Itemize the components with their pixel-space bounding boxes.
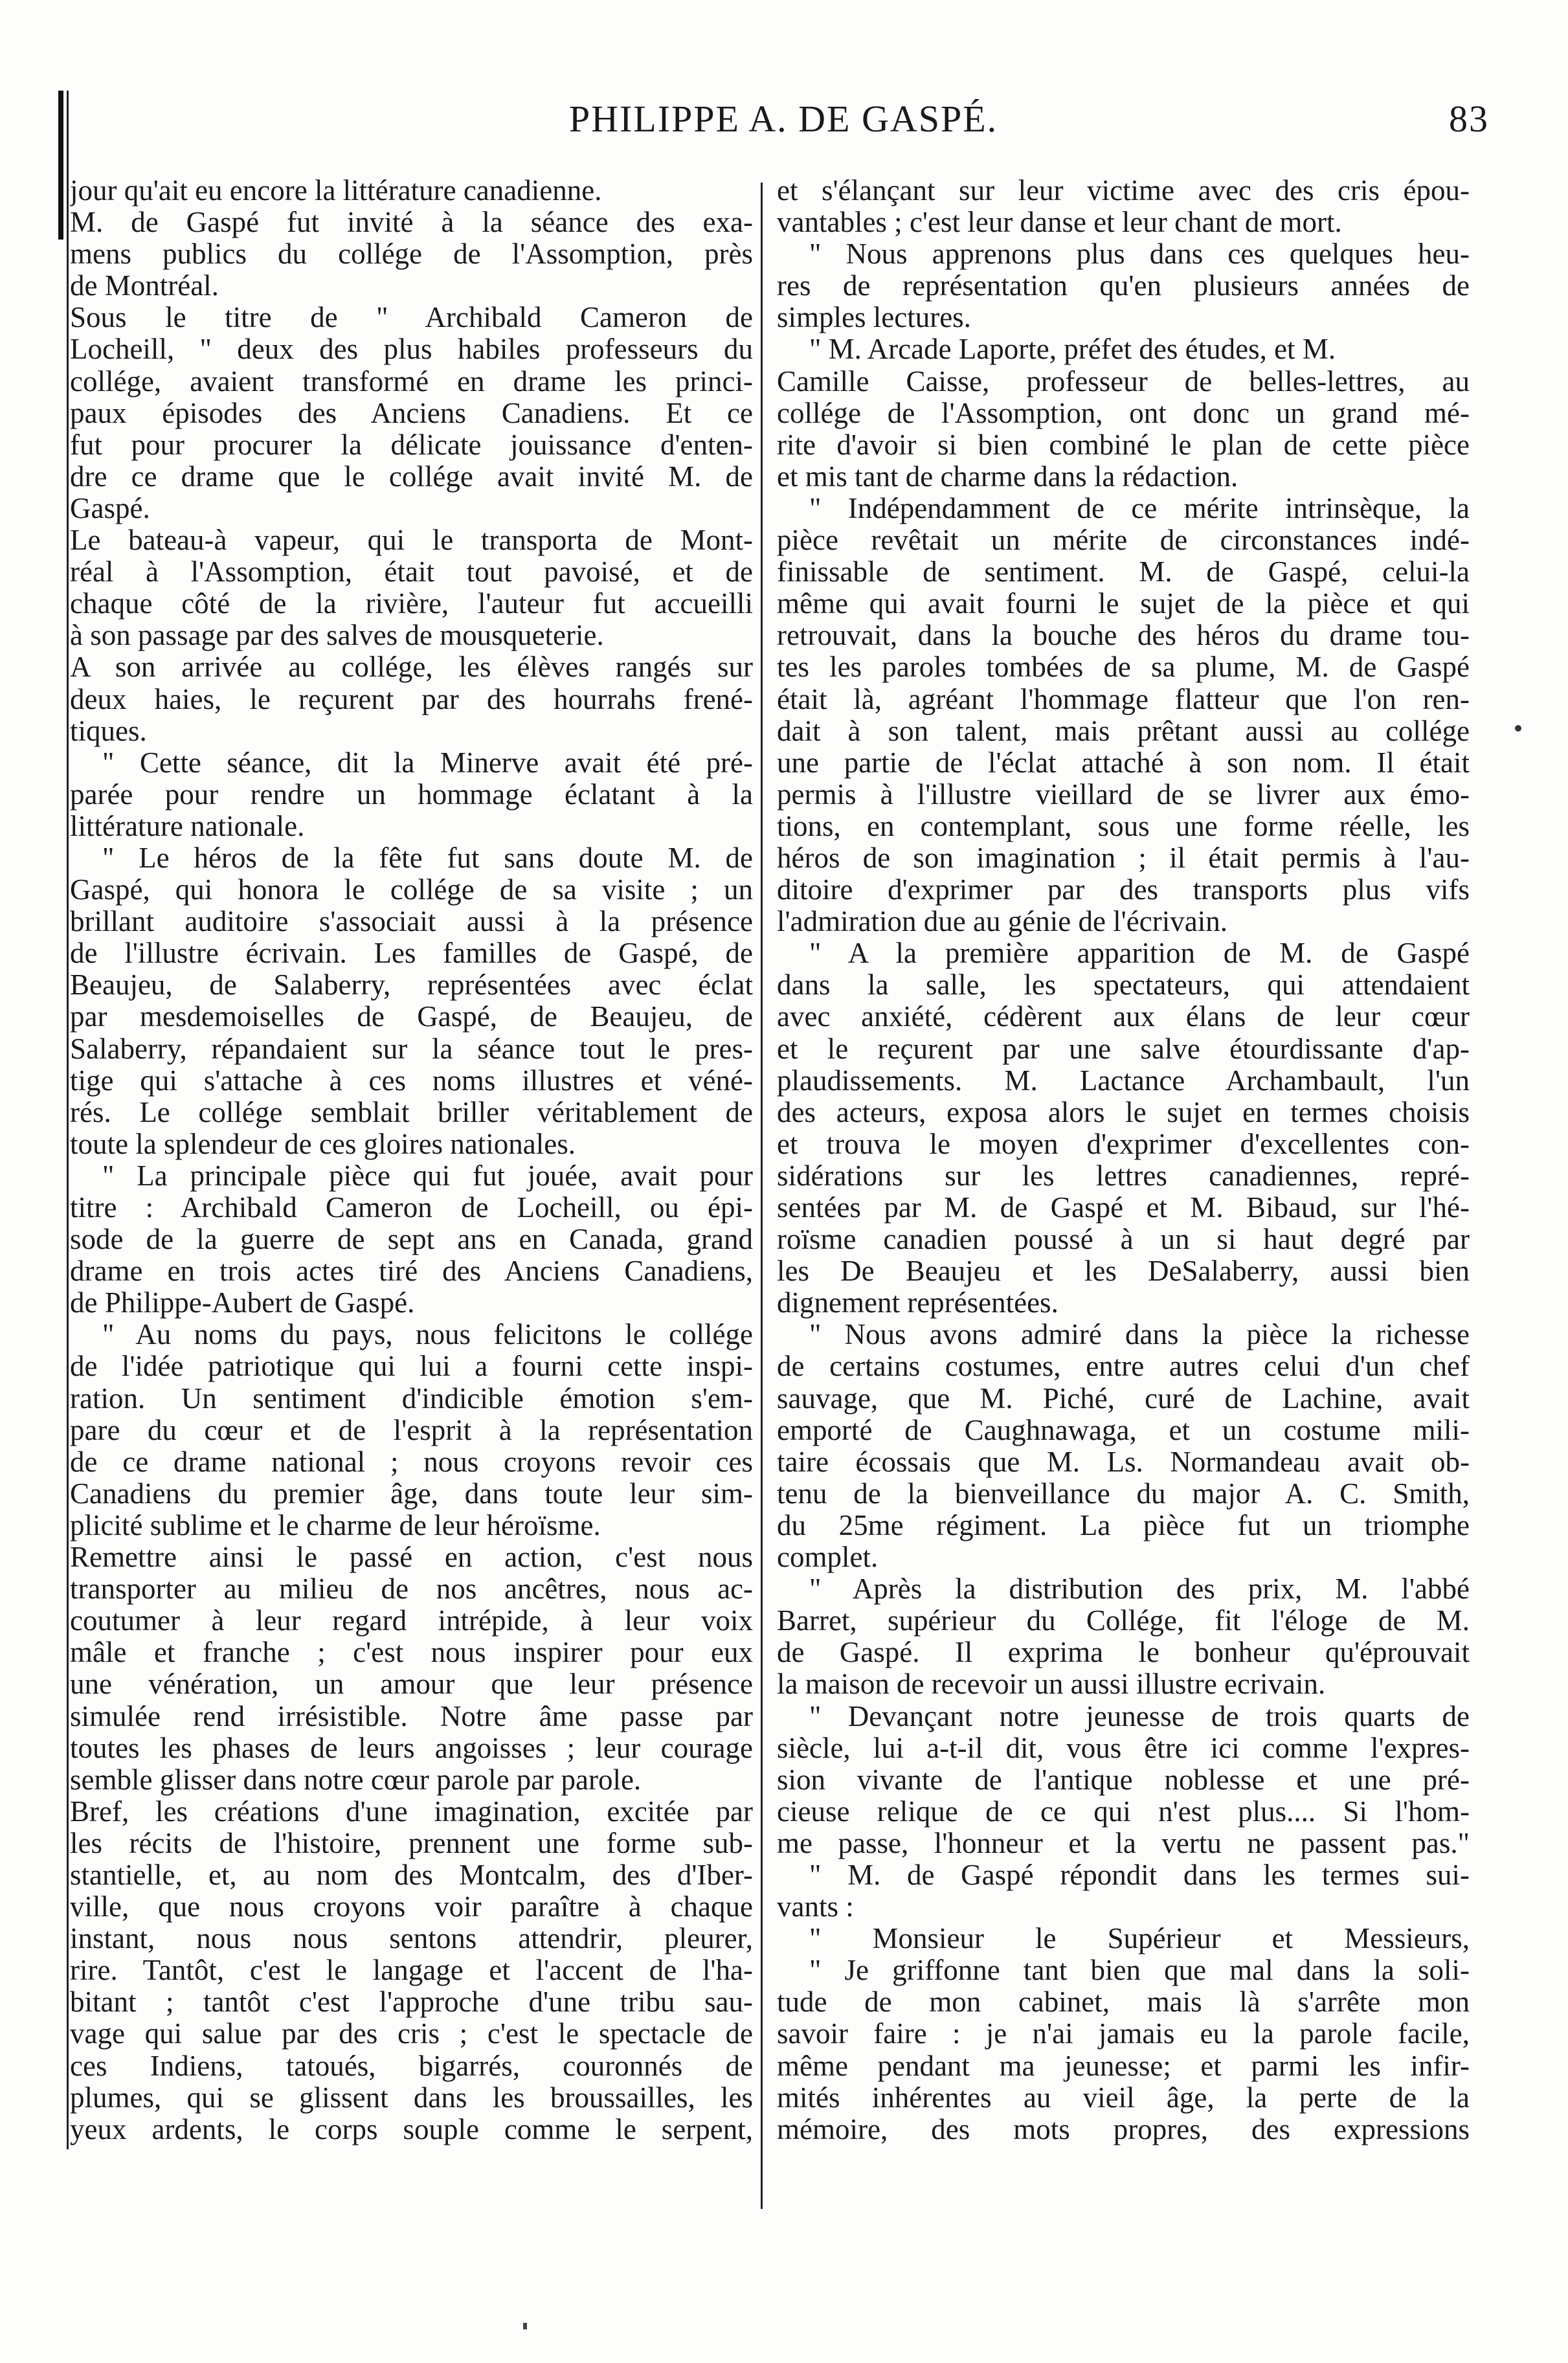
text-line: complet.	[777, 1541, 879, 1574]
text-line: coutumer à leur regard intrépide, à leur voix	[70, 1605, 753, 1637]
text-line: " Monsieur le Supérieur et Messieurs,	[809, 1923, 1470, 1955]
text-line: de l'idée patriotique qui lui a fourni cette inspi-	[70, 1350, 753, 1383]
text-line: rés. Le collége semblait briller véritablement de	[70, 1096, 753, 1128]
text-line: A son arrivée au collége, les élèves rangés sur	[70, 651, 753, 684]
text-line: permis à l'illustre vieillard de se livrer aux émo-	[777, 778, 1470, 811]
text-line: ces Indiens, tatoués, bigarrés, couronnés de	[70, 2050, 753, 2082]
text-line: rire. Tantôt, c'est le langage et l'accent de l'ha-	[70, 1954, 753, 1987]
text-line: " Je griffonne tant bien que mal dans la soli-	[809, 1954, 1470, 1987]
right-column	[777, 175, 1470, 2145]
text-line: était là, agréant l'hommage flatteur que l'on ren-	[777, 683, 1470, 715]
text-line: une vénération, un amour que leur présence	[70, 1668, 753, 1701]
text-line: " Le héros de la fête fut sans doute M. de	[102, 842, 753, 874]
text-line: tions, en contemplant, sous une forme réelle, les	[777, 810, 1470, 842]
text-line: " Nous avons admiré dans la pièce la richesse	[809, 1319, 1470, 1351]
text-line: titre : Archibald Cameron de Locheill, ou épi-	[70, 1192, 753, 1224]
text-line: Remettre ainsi le passé en action, c'est nous	[70, 1541, 753, 1574]
text-line: ditoire d'exprimer par des transports plus vifs	[777, 874, 1470, 906]
text-line: chaque côté de la rivière, l'auteur fut accueilli	[70, 588, 753, 620]
text-line: Canadiens du premier âge, dans toute leur sim-	[70, 1477, 753, 1510]
text-line: parée pour rendre un hommage éclatant à la	[70, 778, 753, 811]
text-line: Salaberry, répandaient sur la séance tout le pres-	[70, 1033, 753, 1065]
page-number: 83	[1449, 98, 1489, 140]
text-line: la maison de recevoir un aussi illustre ecrivain.	[777, 1668, 1326, 1701]
text-line: emporté de Caughnawaga, et un costume mili-	[777, 1414, 1470, 1446]
text-line: tiques.	[70, 715, 147, 747]
text-line: avec anxiété, cédèrent aux élans de leur cœur	[777, 1001, 1470, 1033]
text-line: paux épisodes des Anciens Canadiens. Et ce	[70, 397, 753, 429]
text-line: simulée rend irrésistible. Notre âme passe par	[70, 1700, 753, 1732]
text-line: les De Beaujeu et les DeSalaberry, aussi bien	[777, 1255, 1470, 1288]
text-line: bitant ; tantôt c'est l'approche d'une tribu sau-	[70, 1986, 753, 2019]
text-line: cieuse relique de ce qui n'est plus.... Si l'hom-	[777, 1795, 1470, 1828]
text-line: " La principale pièce qui fut jouée, avait pour	[102, 1159, 753, 1192]
text-line: mens publics du collége de l'Assomption, près	[70, 238, 753, 271]
text-line: tige qui s'attache à ces noms illustres et véné-	[70, 1064, 753, 1097]
text-line: " M. de Gaspé répondit dans les termes sui-	[809, 1859, 1470, 1891]
text-line: taire écossais que M. Ls. Normandeau avait ob-	[777, 1446, 1470, 1478]
text-line: finissable de sentiment. M. de Gaspé, celui-la	[777, 556, 1470, 588]
text-line: M. de Gaspé fut invité à la séance des exa-	[70, 207, 753, 239]
text-line: sode de la guerre de sept ans en Canada, grand	[70, 1224, 753, 1256]
text-line: rite d'avoir si bien combiné le plan de cette pièce	[777, 429, 1470, 461]
text-line: sion vivante de l'antique noblesse et une pré-	[777, 1764, 1470, 1796]
text-line: semble glisser dans notre cœur parole par parole.	[70, 1764, 642, 1796]
text-line: " Devançant notre jeunesse de trois quarts de	[809, 1700, 1470, 1732]
text-line: ration. Un sentiment d'indicible émotion s'em-	[70, 1382, 753, 1415]
text-line: " Cette séance, dit la Minerve avait été pré-	[102, 746, 753, 779]
text-line: deux haies, le reçurent par des hourrahs frené-	[70, 683, 753, 715]
text-line: Beaujeu, de Salaberry, représentées avec éclat	[70, 969, 753, 1002]
text-line: " Au noms du pays, nous felicitons le collége	[102, 1319, 753, 1351]
margin-speck	[1515, 725, 1521, 732]
text-line: plumes, qui se glissent dans les broussailles, les	[70, 2081, 753, 2114]
text-line: " Nous apprenons plus dans ces quelques heu-	[809, 238, 1470, 271]
text-line: siècle, lui a-t-il dit, vous être ici comme l'expres-	[777, 1732, 1470, 1764]
text-line: mâle et franche ; c'est nous inspirer pour eux	[70, 1637, 753, 1669]
text-line: même pendant ma jeunesse; et parmi les infir-	[777, 2050, 1470, 2082]
text-line: plicité sublime et le charme de leur héroïsme.	[70, 1509, 601, 1541]
text-line: Barret, supérieur du Collége, fit l'éloge de M.	[777, 1605, 1470, 1637]
text-line: l'admiration due au génie de l'écrivain.	[777, 906, 1227, 938]
text-line: Gaspé.	[70, 492, 150, 524]
text-line: sidérations sur les lettres canadiennes, repré-	[777, 1159, 1470, 1192]
text-line: " M. Arcade Laporte, préfet des études, et M.	[809, 333, 1336, 366]
text-line: même qui avait fourni le sujet de la pièce et qui	[777, 588, 1470, 620]
text-line: toutes les phases de leurs angoisses ; leur courage	[70, 1732, 753, 1764]
text-line: transporter au milieu de nos ancêtres, nous ac-	[70, 1573, 753, 1606]
text-line: simples lectures.	[777, 302, 971, 334]
text-line: de ce drame national ; nous croyons revoir ces	[70, 1446, 753, 1478]
text-line: " Indépendamment de ce mérite intrinsèque, la	[809, 492, 1470, 524]
text-line: tude de mon cabinet, mais là s'arrête mon	[777, 1986, 1470, 2019]
text-line: me passe, l'honneur et la vertu ne passent pas."	[777, 1827, 1470, 1859]
text-line: du 25me régiment. La pièce fut un triomphe	[777, 1509, 1470, 1541]
text-line: ville, que nous croyons voir paraître à chaque	[70, 1891, 753, 1923]
text-line: yeux ardents, le corps souple comme le serpent,	[70, 2113, 753, 2145]
text-line: pare du cœur et de l'esprit à la représentation	[70, 1414, 753, 1446]
text-line: de l'illustre écrivain. Les familles de Gaspé, de	[70, 937, 753, 970]
left-margin-rule	[67, 91, 69, 2149]
text-line: fut pour procurer la délicate jouissance d'enten-	[70, 429, 753, 461]
text-line: par mesdemoiselles de Gaspé, de Beaujeu, de	[70, 1001, 753, 1033]
text-line: tes les paroles tombées de sa plume, M. de Gaspé	[777, 651, 1470, 684]
text-line: Bref, les créations d'une imagination, excitée par	[70, 1795, 753, 1828]
text-line: vants :	[777, 1891, 854, 1923]
text-line: " A la première apparition de M. de Gaspé	[809, 937, 1470, 970]
text-line: sentées par M. de Gaspé et M. Bibaud, sur l'hé-	[777, 1192, 1470, 1224]
left-column	[70, 175, 753, 2145]
text-line: dre ce drame que le collége avait invité M. de	[70, 460, 753, 493]
text-line: et s'élançant sur leur victime avec des cris épou-	[777, 175, 1470, 207]
text-line: roïsme canadien poussé à un si haut degré par	[777, 1224, 1470, 1256]
text-line: instant, nous nous sentons attendrir, pleurer,	[70, 1923, 753, 1955]
text-line: dans la salle, les spectateurs, qui attendaient	[777, 969, 1470, 1002]
binding-mark	[58, 91, 63, 240]
text-line: et mis tant de charme dans la rédaction.	[777, 460, 1238, 493]
column-divider	[761, 183, 763, 2209]
text-line: stantielle, et, au nom des Montcalm, des d'Iber-	[70, 1859, 753, 1891]
page-header	[78, 97, 1489, 155]
text-line: plaudissements. M. Lactance Archambault, l'un	[777, 1064, 1470, 1097]
running-title: PHILIPPE A. DE GASPÉ.	[568, 98, 998, 140]
footer-speck	[523, 2323, 527, 2329]
text-line: Locheill, " deux des plus habiles professeurs du	[70, 333, 753, 366]
text-line: collége, avaient transformé en drame les princi-	[70, 365, 753, 398]
text-line: et trouva le moyen d'exprimer d'excellentes con-	[777, 1128, 1470, 1160]
text-line: brillant auditoire s'associait aussi à la présence	[70, 906, 753, 938]
text-line: collége de l'Assomption, ont donc un grand mé-	[777, 397, 1470, 429]
text-line: une partie de l'éclat attaché à son nom. Il était	[777, 746, 1470, 779]
text-line: de Montréal.	[70, 270, 219, 302]
text-line: toute la splendeur de ces gloires nationales.	[70, 1128, 576, 1160]
text-line: littérature nationale.	[70, 810, 305, 842]
text-line: res de représentation qu'en plusieurs années de	[777, 270, 1470, 302]
text-line: drame en trois actes tiré des Anciens Canadiens,	[70, 1255, 753, 1288]
text-line: à son passage par des salves de mousqueterie.	[70, 620, 604, 652]
text-line: mémoire, des mots propres, des expressions	[777, 2113, 1470, 2145]
text-line: tenu de la bienveillance du major A. C. Smith,	[777, 1477, 1470, 1510]
text-line: héros de son imagination ; il était permis à l'au-	[777, 842, 1470, 874]
text-line: Gaspé, qui honora le collége de sa visite ; un	[70, 874, 753, 906]
text-line: sauvage, que M. Piché, curé de Lachine, avait	[777, 1382, 1470, 1415]
text-line: Camille Caisse, professeur de belles-lettres, au	[777, 365, 1470, 398]
text-line: les récits de l'histoire, prennent une forme sub-	[70, 1827, 753, 1859]
text-line: des acteurs, exposa alors le sujet en termes choisis	[777, 1096, 1470, 1128]
text-line: et le reçurent par une salve étourdissante d'ap-	[777, 1033, 1470, 1065]
text-line: dait à son talent, mais prêtant aussi au collége	[777, 715, 1470, 747]
text-line: vage qui salue par des cris ; c'est le spectacle de	[70, 2018, 753, 2050]
text-line: de Philippe-Aubert de Gaspé.	[70, 1287, 415, 1319]
text-line: réal à l'Assomption, était tout pavoisé, et de	[70, 556, 753, 588]
text-line: jour qu'ait eu encore la littérature canadienne.	[70, 175, 602, 207]
text-line: Le bateau-à vapeur, qui le transporta de Mont-	[70, 524, 753, 557]
text-line: " Après la distribution des prix, M. l'abbé	[809, 1573, 1470, 1606]
text-line: de certains costumes, entre autres celui d'un chef	[777, 1350, 1470, 1383]
text-line: vantables ; c'est leur danse et leur chant de mort.	[777, 207, 1342, 239]
text-line: pièce revêtait un mérite de circonstances indé-	[777, 524, 1470, 557]
text-line: retrouvait, dans la bouche des héros du drame tou-	[777, 620, 1470, 652]
text-line: savoir faire : je n'ai jamais eu la parole facile,	[777, 2018, 1470, 2050]
text-line: Sous le titre de " Archibald Cameron de	[70, 302, 753, 334]
text-line: dignement représentées.	[777, 1287, 1058, 1319]
text-line: mités inhérentes au vieil âge, la perte de la	[777, 2081, 1470, 2114]
text-line: de Gaspé. Il exprima le bonheur qu'éprouvait	[777, 1637, 1470, 1669]
